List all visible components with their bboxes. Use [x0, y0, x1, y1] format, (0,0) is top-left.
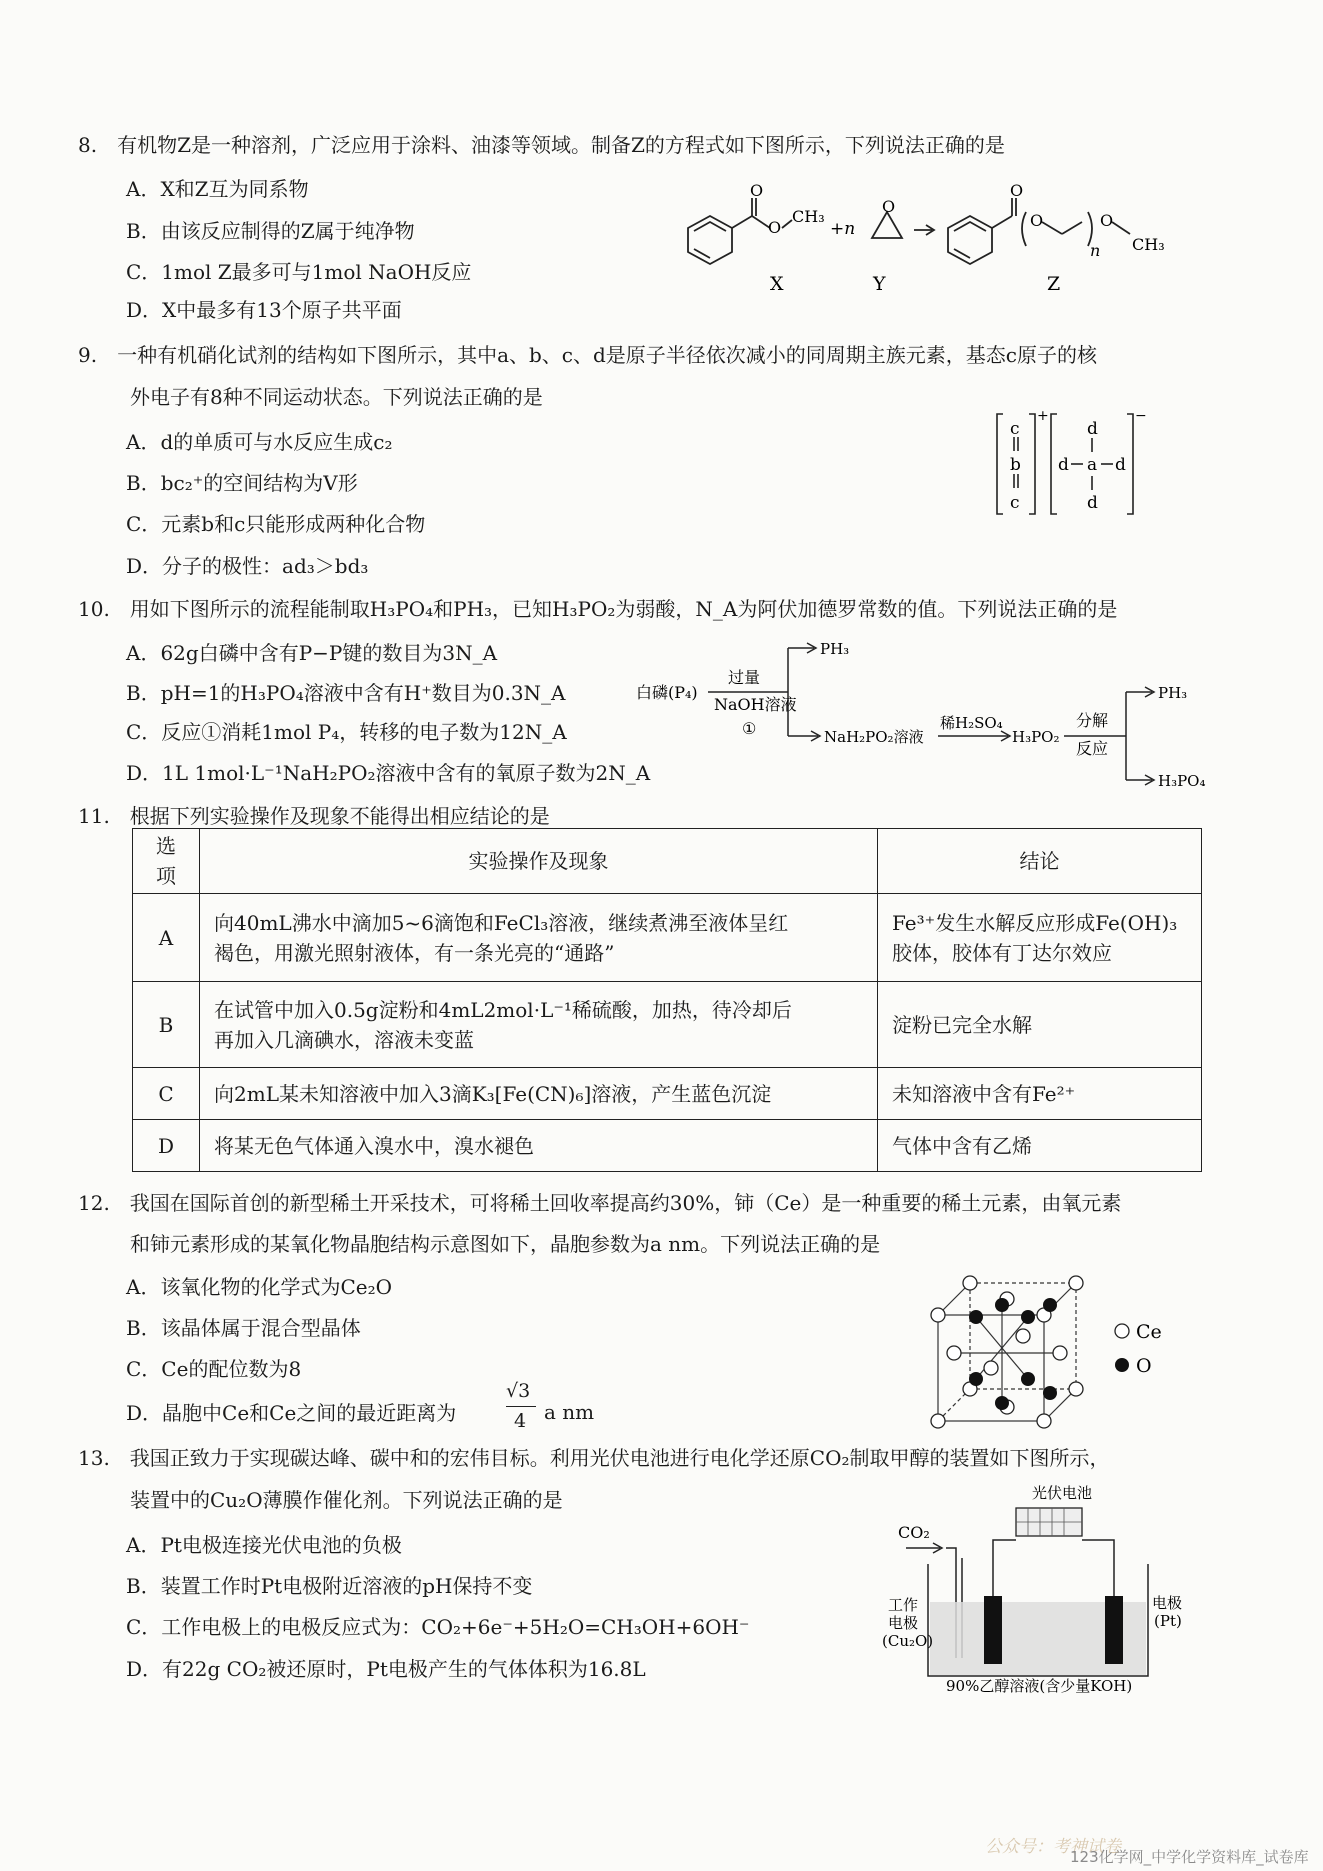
flow-white-phosphorus: 白磷(P₄)	[636, 683, 698, 702]
q8-option-a: A．X和Z互为同系物	[126, 177, 309, 201]
q9-stem-line2: 外电子有8种不同运动状态。下列说法正确的是	[130, 385, 543, 409]
q10-option-c: C．反应①消耗1mol P₄，转移的电子数为12N_A	[126, 720, 567, 744]
conclusion-line: 胶体，胶体有丁达尔效应	[892, 940, 1112, 965]
q13-option-c: C．工作电极上的电极反应式为：CO₂+6e⁻+5H₂O=CH₃OH+6OH⁻	[126, 1615, 750, 1639]
q13-electrolysis-diagram	[882, 1478, 1188, 1695]
table-row	[133, 894, 1202, 982]
q8-option-c: C．1mol Z最多可与1mol NaOH反应	[126, 260, 472, 284]
q12-crystal-cell-diagram	[930, 1275, 1190, 1435]
cation-charge: +	[1037, 408, 1049, 424]
flow-reaction-1: ①	[742, 719, 757, 738]
table-row	[133, 982, 1202, 1068]
pv-cell-label: 光伏电池	[1032, 1484, 1093, 1502]
label-y: Y	[873, 273, 886, 295]
flow-decompose-2: 反应	[1076, 739, 1109, 758]
fraction-bar	[506, 1406, 536, 1407]
c-bottom: c	[1010, 493, 1020, 513]
operation-line: 再加入几滴碘水，溶液未变蓝	[214, 1027, 474, 1052]
flow-excess: 过量	[728, 668, 761, 687]
legend-o: O	[1136, 1355, 1152, 1377]
flow-h2so4: 稀H₂SO₄	[940, 714, 1003, 732]
x-carbonyl-o: O	[750, 181, 764, 200]
flow-ph3-top: PH₃	[820, 640, 850, 658]
operation-line: 在试管中加入0.5g淀粉和4mL2mol·L⁻¹稀硫酸，加热，待冷却后	[214, 997, 792, 1022]
d-right: d	[1115, 455, 1126, 475]
operation-line: 褐色，用激光照射液体，有一条光亮的“通路”	[214, 940, 615, 965]
plus-n: +n	[830, 219, 856, 239]
b-center: b	[1010, 455, 1021, 475]
operation-line: 向40mL沸水中滴加5~6滴饱和FeCl₃溶液，继续煮沸至液体呈红	[214, 910, 789, 935]
table-row	[133, 1068, 1202, 1120]
d-top: d	[1087, 419, 1098, 439]
conclusion-line: Fe³⁺发生水解反应形成Fe(OH)₃	[892, 910, 1178, 935]
row-conclusion: 淀粉已完全水解	[878, 982, 1202, 1068]
working-electrode	[984, 1596, 1002, 1664]
q8-option-b: B．由该反应制得的Z属于纯净物	[126, 219, 415, 243]
header-option: 选项	[133, 829, 200, 894]
label-z: Z	[1047, 273, 1061, 295]
q13-stem-line2: 装置中的Cu₂O薄膜作催化剂。下列说法正确的是	[130, 1488, 563, 1512]
d-bottom: d	[1087, 493, 1098, 513]
q13-option-b: B．装置工作时Pt电极附近溶液的pH保持不变	[126, 1574, 533, 1598]
flow-naoh: NaOH溶液	[714, 695, 797, 714]
flow-nah2po2: NaH₂PO₂溶液	[824, 728, 924, 746]
header-conclusion: 结论	[878, 829, 1202, 894]
q12-option-c: C．Ce的配位数为8	[126, 1357, 302, 1381]
row-operation: 将某无色气体通入溴水中，溴水褪色	[200, 1120, 878, 1172]
a-center: a	[1087, 455, 1098, 475]
q10-option-d: D．1L 1mol·L⁻¹NaH₂PO₂溶液中含有的氧原子数为2N_A	[126, 761, 651, 785]
q9-structure-diagram	[995, 410, 1175, 520]
q8-option-d: D．X中最多有13个原子共平面	[126, 298, 402, 322]
d-left: d	[1058, 455, 1069, 475]
solution-label: 90%乙醇溶液(含少量KOH)	[946, 1677, 1133, 1695]
z-repeat-n: n	[1090, 241, 1101, 260]
y-epoxide-o: O	[882, 197, 896, 216]
q13-option-a: A．Pt电极连接光伏电池的负极	[126, 1533, 402, 1557]
q11-stem: 11. 根据下列实验操作及现象不能得出相应结论的是	[78, 804, 550, 828]
table-header-row	[133, 829, 1202, 894]
label-x: X	[770, 273, 784, 295]
flow-h3po4: H₃PO₄	[1158, 772, 1206, 790]
q10-option-a: A．62g白磷中含有P−P键的数目为3N_A	[126, 641, 498, 665]
row-operation	[200, 982, 878, 1068]
q9-option-b: B．bc₂⁺的空间结构为V形	[126, 471, 358, 495]
row-option: A	[133, 894, 200, 982]
pt-electrode-label-1: 电极	[1152, 1594, 1183, 1612]
flow-decompose-1: 分解	[1076, 711, 1109, 730]
flow-h3po2: H₃PO₂	[1012, 728, 1060, 746]
row-conclusion: 气体中含有乙烯	[878, 1120, 1202, 1172]
q12-stem-line1: 12. 我国在国际首创的新型稀土开采技术，可将稀土回收率提高约30%，铈（Ce）是一种重要的稀土元素，由氧元素	[78, 1191, 1122, 1215]
z-ester-o: O	[1030, 211, 1044, 230]
z-carbonyl-o: O	[1010, 181, 1024, 200]
row-conclusion: 未知溶液中含有Fe²⁺	[878, 1068, 1202, 1120]
q10-flow-diagram	[636, 630, 1236, 795]
q8-stem: 8. 有机物Z是一种溶剂，广泛应用于涂料、油漆等领域。制备Z的方程式如下图所示，下列说法正确的是	[78, 133, 1005, 157]
q9-stem-line1: 9. 一种有机硝化试剂的结构如下图所示，其中a、b、c、d是原子半径依次减小的同周期主族元素，基态c原子的核	[78, 343, 1098, 367]
q13-stem-line1: 13. 我国正致力于实现碳达峰、碳中和的宏伟目标。利用光伏电池进行电化学还原CO₂制取甲醇的装置如下图所示，	[78, 1446, 1110, 1470]
anion-charge: −	[1135, 408, 1147, 424]
working-electrode-label-3: (Cu₂O)	[882, 1632, 934, 1650]
x-ester-o: O	[768, 218, 782, 237]
q12-option-a: A．该氧化物的化学式为Ce₂O	[126, 1275, 392, 1299]
q10-option-b: B．pH=1的H₃PO₄溶液中含有H⁺数目为0.3N_A	[126, 681, 566, 705]
z-ch3: CH₃	[1132, 235, 1165, 254]
z-ether-o: O	[1100, 211, 1114, 230]
experiment-table	[132, 828, 1202, 1172]
row-option: B	[133, 982, 200, 1068]
row-option: D	[133, 1120, 200, 1172]
legend-ce: Ce	[1136, 1321, 1162, 1343]
table-row	[133, 1120, 1202, 1172]
flow-ph3-right: PH₃	[1158, 684, 1188, 702]
q10-stem: 10. 用如下图所示的流程能制取H₃PO₄和PH₃，已知H₃PO₂为弱酸，N_A为阿伏加德罗常数的值。下列说法正确的是	[78, 597, 1118, 621]
q12-stem-line2: 和铈元素形成的某氧化物晶胞结构示意图如下，晶胞参数为a nm。下列说法正确的是	[130, 1232, 881, 1256]
pt-electrode	[1105, 1596, 1123, 1664]
header-operation: 实验操作及现象	[200, 829, 878, 894]
working-electrode-label-1: 工作	[888, 1596, 919, 1614]
fraction-denominator: 4	[514, 1410, 527, 1432]
row-option: C	[133, 1068, 200, 1120]
pt-electrode-label-2: (Pt)	[1154, 1612, 1182, 1630]
row-operation	[200, 894, 878, 982]
q9-option-a: A．d的单质可与水反应生成c₂	[126, 430, 393, 454]
x-ch3: CH₃	[792, 207, 825, 226]
q8-reaction-diagram	[670, 181, 1230, 300]
fraction-numerator: √3	[506, 1380, 531, 1402]
q9-option-c: C．元素b和c只能形成两种化合物	[126, 512, 426, 536]
q12-option-b: B．该晶体属于混合型晶体	[126, 1316, 361, 1340]
q9-option-d: D．分子的极性：ad₃＞bd₃	[126, 554, 369, 578]
q12-option-d: D．晶胞中Ce和Ce之间的最近距离为	[126, 1401, 457, 1425]
distance-unit: a nm	[544, 1400, 595, 1424]
q13-option-d: D．有22g CO₂被还原时，Pt电极产生的气体体积为16.8L	[126, 1657, 646, 1681]
co2-label: CO₂	[898, 1523, 930, 1542]
row-conclusion	[878, 894, 1202, 982]
watermark-account: 公众号：考神试卷	[985, 1837, 1121, 1857]
row-operation: 向2mL某未知溶液中加入3滴K₃[Fe(CN)₆]溶液，产生蓝色沉淀	[200, 1068, 878, 1120]
working-electrode-label-2: 电极	[888, 1614, 919, 1632]
c-top: c	[1010, 419, 1020, 439]
watermark-site: 123化学网_中学化学资料库_试卷库	[1070, 1848, 1309, 1866]
